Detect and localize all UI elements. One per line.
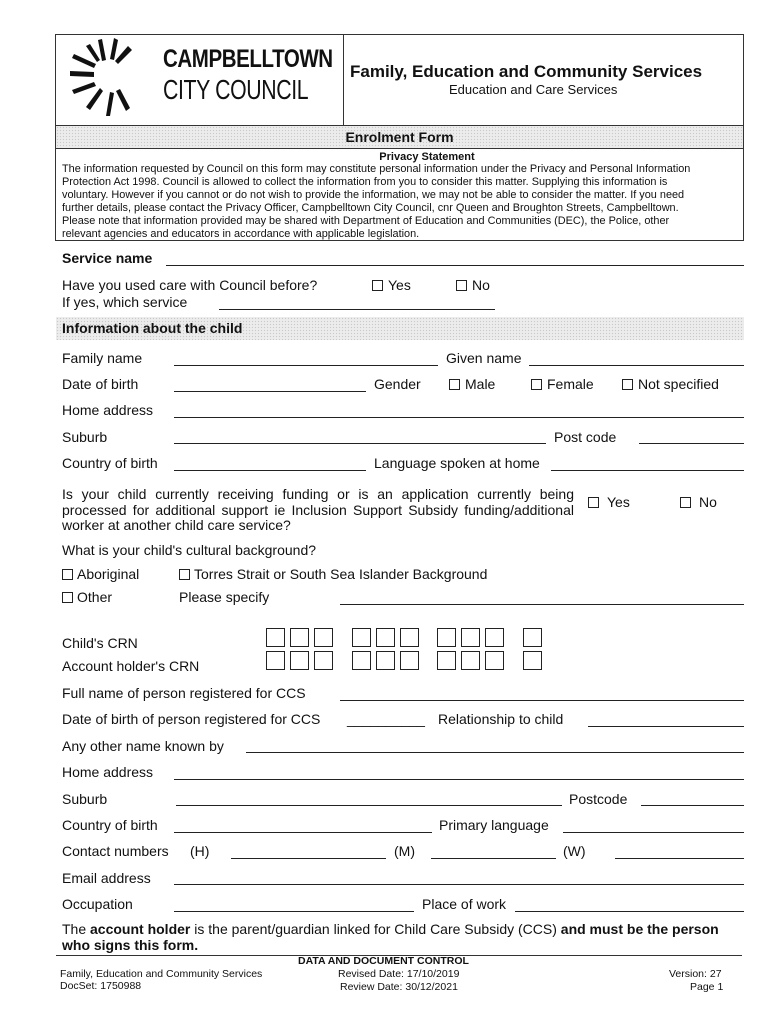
full-name-field[interactable] — [340, 700, 744, 701]
footer-docset: DocSet: 1750988 — [60, 980, 142, 992]
language-field[interactable] — [551, 470, 744, 471]
account-postcode-label: Postcode — [569, 791, 628, 807]
account-dob-label: Date of birth of person registered for CCS — [62, 711, 321, 727]
funding-line: worker at another child care service? — [62, 517, 291, 533]
funding-yes[interactable]: Yes — [588, 494, 630, 510]
crn-digit-box[interactable] — [266, 628, 285, 647]
crn-digit-box[interactable] — [266, 651, 285, 670]
cultural-question: What is your child's cultural background? — [62, 542, 317, 558]
primary-language-label: Primary language — [439, 817, 549, 833]
privacy-line: The information requested by Council on this form may constitute personal information under the Privacy and Personal Information — [62, 163, 691, 175]
used-before-label: Have you used care with Council before? — [62, 277, 318, 293]
country-field[interactable] — [174, 470, 366, 471]
given-name-label: Given name — [446, 350, 522, 366]
suburb-field[interactable] — [174, 443, 546, 444]
note-bold: account holder — [90, 921, 191, 937]
footer-department: Family, Education and Community Services — [60, 968, 263, 980]
used-before-no[interactable]: No — [456, 277, 490, 293]
home-phone-label: (H) — [190, 843, 210, 859]
account-country-label: Country of birth — [62, 817, 158, 833]
home-address-label: Home address — [62, 402, 154, 418]
crn-digit-box[interactable] — [290, 651, 309, 670]
primary-language-field[interactable] — [563, 832, 744, 833]
footer-revised-date: Revised Date: 17/10/2019 — [338, 968, 460, 980]
email-label: Email address — [62, 870, 151, 886]
privacy-line: Please note that information provided may be shared with Department of Education and Communities (DEC), the Police, other — [62, 214, 670, 227]
crn-digit-box[interactable] — [352, 628, 371, 647]
crn-digit-box[interactable] — [376, 651, 395, 670]
work-phone-field[interactable] — [615, 858, 744, 859]
crn-digit-box[interactable] — [437, 651, 456, 670]
account-dob-field[interactable]: __________ — [347, 711, 425, 727]
contact-numbers-label: Contact numbers — [62, 843, 169, 859]
please-specify-field[interactable] — [340, 604, 744, 605]
relationship-field[interactable] — [588, 726, 744, 727]
yes-checkbox[interactable] — [372, 280, 383, 291]
place-of-work-field[interactable] — [515, 911, 744, 912]
funding-no[interactable]: No — [680, 494, 717, 510]
crn-digit-box[interactable] — [352, 651, 371, 670]
family-name-field[interactable] — [174, 365, 438, 366]
crn-digit-box[interactable] — [290, 628, 309, 647]
no-checkbox[interactable] — [456, 280, 467, 291]
post-code-label: Post code — [554, 429, 617, 445]
footer-control-heading: DATA AND DOCUMENT CONTROL — [298, 955, 469, 967]
funding-no-checkbox[interactable] — [680, 497, 691, 508]
crn-digit-box[interactable] — [461, 651, 480, 670]
account-suburb-label: Suburb — [62, 791, 108, 807]
funding-line: processed for additional support ie Inclusion Support Subsidy funding/additional — [62, 501, 574, 518]
account-holder-note-line2: who signs this form. — [62, 937, 199, 953]
not-specified-checkbox[interactable] — [622, 379, 633, 390]
full-name-label: Full name of person registered for CCS — [62, 685, 306, 701]
gender-not-specified[interactable]: Not specified — [622, 376, 719, 392]
occupation-label: Occupation — [62, 896, 133, 912]
funding-line: Is your child currently receiving funding or is an application currently being — [62, 486, 574, 502]
footer-version: Version: 27 — [669, 968, 722, 980]
suburb-label: Suburb — [62, 429, 108, 445]
place-of-work-label: Place of work — [422, 896, 507, 912]
privacy-line: relevant agencies and educators in accordance with applicable legislation. — [62, 227, 420, 240]
female-checkbox[interactable] — [531, 379, 542, 390]
funding-yes-checkbox[interactable] — [588, 497, 599, 508]
crn-digit-box[interactable] — [400, 628, 419, 647]
logo-line1: CAMPBELLTOWN — [163, 45, 333, 73]
work-phone-label: (W) — [563, 843, 586, 859]
other-checkbox[interactable] — [62, 592, 73, 603]
crn-digit-box[interactable] — [314, 651, 333, 670]
logo-line2: CITY COUNCIL — [163, 74, 309, 105]
aboriginal-checkbox[interactable] — [62, 569, 73, 580]
family-name-label: Family name — [62, 350, 143, 366]
account-crn-label: Account holder's CRN — [62, 658, 200, 674]
account-country-field[interactable] — [174, 832, 432, 833]
email-field[interactable] — [174, 884, 744, 885]
account-suburb-field[interactable] — [176, 805, 562, 806]
privacy-heading: Privacy Statement — [379, 151, 475, 163]
given-name-field[interactable] — [529, 365, 744, 366]
crn-digit-box[interactable] — [437, 628, 456, 647]
please-specify-label: Please specify — [179, 589, 270, 605]
crn-digit-box[interactable] — [523, 651, 542, 670]
privacy-statement — [62, 163, 744, 240]
which-service-label: If yes, which service — [62, 294, 188, 310]
form-title: Enrolment Form — [345, 129, 454, 145]
account-postcode-field[interactable] — [641, 805, 744, 806]
privacy-line: further details, please contact the Privacy Officer, Campbelltown City Council, cnr Queen and Broughton Streets, Campbelltown. — [62, 201, 679, 214]
occupation-field[interactable] — [174, 911, 414, 912]
note-bold: and must be the person — [560, 921, 719, 937]
crn-digit-box[interactable] — [485, 628, 504, 647]
header-divider-v — [343, 34, 344, 126]
crn-digit-box[interactable] — [461, 628, 480, 647]
council-logo-icon — [68, 36, 160, 118]
account-home-address-field[interactable] — [174, 779, 744, 780]
funding-question — [62, 487, 574, 534]
mobile-phone-label: (M) — [394, 843, 415, 859]
footer-review-date: Review Date: 30/12/2021 — [340, 981, 458, 993]
crn-digit-box[interactable] — [400, 651, 419, 670]
torres-option[interactable]: Torres Strait or South Sea Islander Background — [179, 566, 487, 582]
crn-digit-box[interactable] — [376, 628, 395, 647]
torres-checkbox[interactable] — [179, 569, 190, 580]
male-checkbox[interactable] — [449, 379, 460, 390]
crn-digit-box[interactable] — [523, 628, 542, 647]
service-name-field[interactable] — [166, 265, 744, 266]
gender-male[interactable]: Male — [449, 376, 495, 392]
subdepartment-title: Education and Care Services — [449, 82, 618, 97]
child-crn-label: Child's CRN — [62, 635, 138, 651]
dob-label: Date of birth — [62, 376, 139, 392]
privacy-line: Protection Act 1998. Council is allowed to collect the information from you to consider this matter. Supplying this information is — [62, 175, 668, 188]
service-name-label: Service name — [62, 250, 153, 266]
account-holder-note: The account holder is the parent/guardian linked for Child Care Subsidy (CCS) and must be the person — [62, 921, 719, 937]
account-home-address-label: Home address — [62, 764, 154, 780]
country-label: Country of birth — [62, 455, 158, 471]
gender-female[interactable]: Female — [531, 376, 594, 392]
home-address-field[interactable] — [174, 417, 744, 418]
language-label: Language spoken at home — [374, 455, 540, 471]
which-service-field[interactable] — [219, 309, 495, 310]
home-phone-field[interactable] — [231, 858, 386, 859]
used-before-yes[interactable]: Yes — [372, 277, 411, 293]
gender-label: Gender — [374, 376, 421, 392]
post-code-field[interactable] — [639, 443, 744, 444]
aboriginal-option[interactable]: Aboriginal — [62, 566, 139, 582]
other-option[interactable]: Other — [62, 589, 112, 605]
child-section-heading: Information about the child — [62, 320, 243, 336]
dob-field[interactable] — [174, 391, 366, 392]
crn-digit-box[interactable] — [314, 628, 333, 647]
privacy-line: voluntary. However if you cannot or do not wish to provide the information, we may not be able to consider the matter. If you need — [62, 188, 685, 201]
crn-digit-box[interactable] — [485, 651, 504, 670]
other-name-label: Any other name known by — [62, 738, 224, 754]
relationship-label: Relationship to child — [438, 711, 564, 727]
footer-page: Page 1 — [690, 981, 724, 993]
department-title: Family, Education and Community Services — [350, 62, 703, 81]
other-name-field[interactable] — [246, 752, 744, 753]
mobile-phone-field[interactable] — [431, 858, 556, 859]
